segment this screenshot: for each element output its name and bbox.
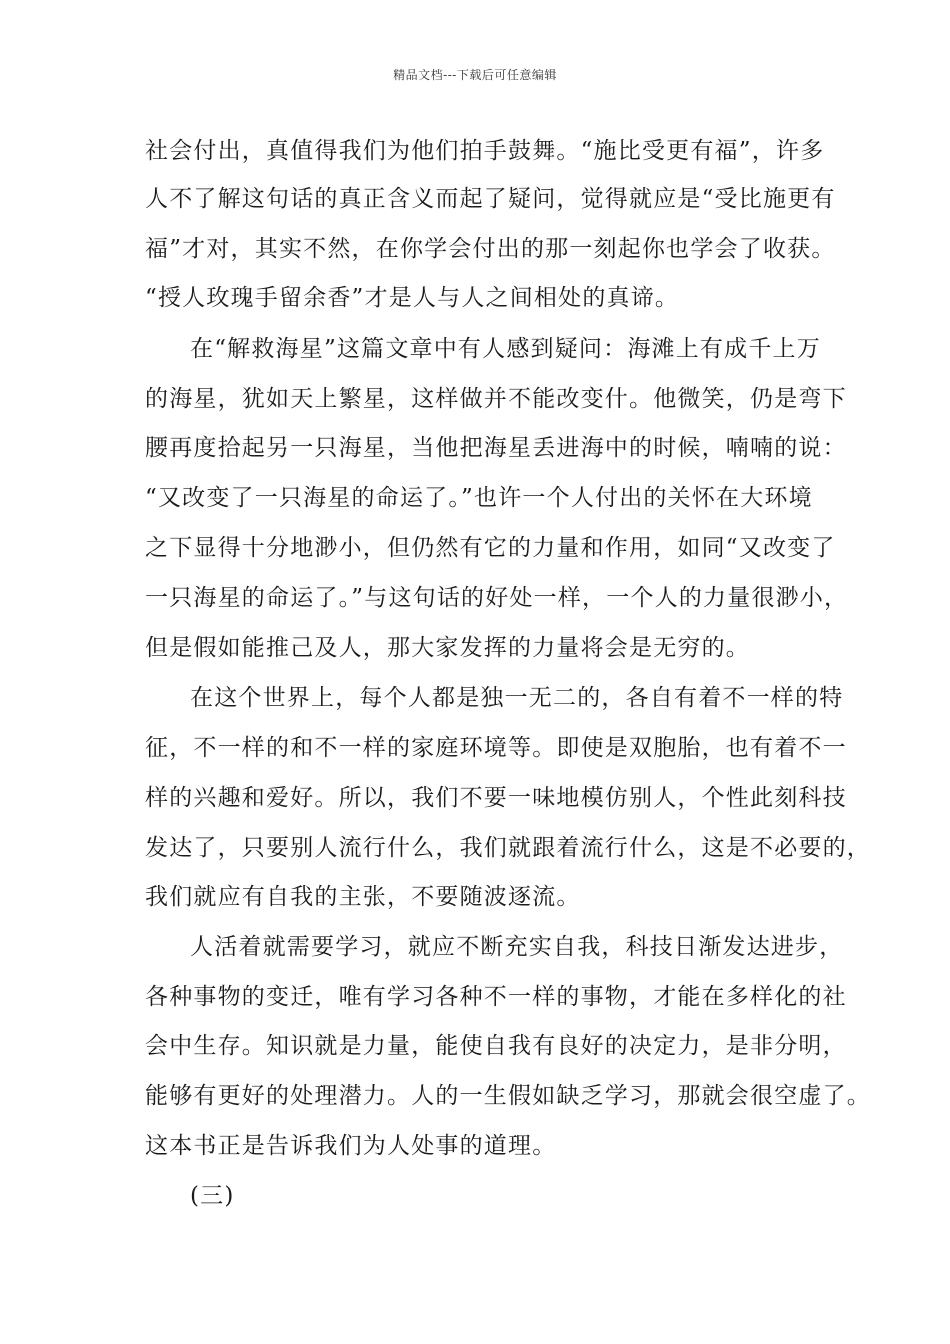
text-line: 一只海星的命运了。”与这句话的好处一样，一个人的力量很渺小， [145,585,849,611]
text-line: 之下显得十分地渺小，但仍然有它的力量和作用，如同“又改变了 [145,535,836,561]
text-line: “又改变了一只海星的命运了。”也许一个人付出的关怀在大环境 [145,485,813,511]
text-line: 但是假如能推己及人，那大家发挥的力量将会是无穷的。 [145,635,750,661]
text-line: “授人玫瑰手留余香”才是人与人之间相处的真谛。 [145,285,680,311]
text-line: 发达了，只要别人流行什么，我们就跟着流行什么，这是不必要的， [145,835,871,861]
text-line: 会中生存。知识就是力量，能使自我有良好的决定力，是非分明， [145,1033,847,1059]
text-line: 我们就应有自我的主张，不要随波逐流。 [145,884,581,910]
text-line: 这本书正是告诉我们为人处事的道理。 [145,1133,557,1159]
text-line: 征，不一样的和不一样的家庭环境等。即使是双胞胎，也有着不一 [145,735,847,761]
paragraph-start-line: 在“解救海星”这篇文章中有人感到疑问：海滩上有成千上万 [190,336,821,362]
text-line: 能够有更好的处理潜力。人的一生假如缺乏学习，那就会很空虚了。 [145,1083,871,1109]
text-line: 人不了解这句话的真正含义而起了疑问，觉得就应是“受比施更有 [145,186,836,212]
page-header: 精品文档---下载后可任意编辑 [393,68,557,82]
text-line: 社会付出，真值得我们为他们拍手鼓舞。“施比受更有福”，许多 [145,138,825,164]
paragraph-start-line: 在这个世界上，每个人都是独一无二的，各自有着不一样的特 [190,685,844,711]
text-line: 福”才对，其实不然，在你学会付出的那一刻起你也学会了收获。 [145,236,836,262]
text-line: 腰再度拾起另一只海星，当他把海星丢进海中的时候，喃喃的说： [145,435,847,461]
text-line: 样的兴趣和爱好。所以，我们不要一味地模仿别人，个性此刻科技 [145,785,847,811]
text-line: 的海星，犹如天上繁星，这样做并不能改变什。他微笑，仍是弯下 [145,386,847,412]
text-line: 各种事物的变迁，唯有学习各种不一样的事物，才能在多样化的社 [145,984,847,1010]
section-marker: (三) [190,1183,235,1209]
paragraph-start-line: 人活着就需要学习，就应不断充实自我，科技日渐发达进步， [190,934,844,960]
